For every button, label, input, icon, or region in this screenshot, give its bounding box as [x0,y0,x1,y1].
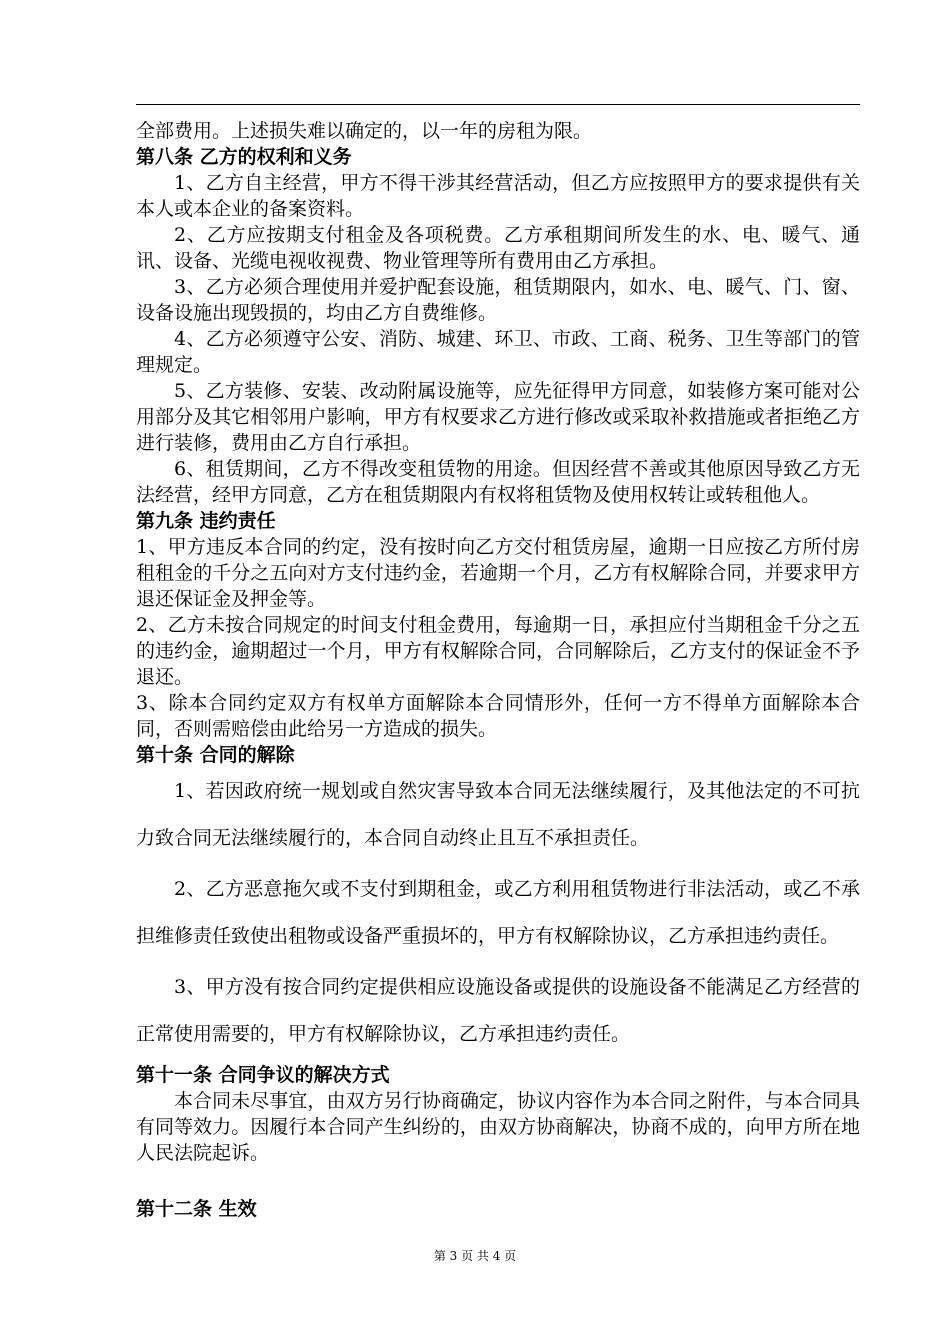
article-10-item-1: 1、若因政府统一规划或自然灾害导致本合同无法继续履行，及其他法定的不可抗力致合同无法继续履行的，本合同自动终止且互不承担责任。 [136,780,860,849]
article-12-heading: 第十二条 生效 [136,1198,257,1220]
article-10-item-2: 2、乙方恶意拖欠或不支付到期租金，或乙方利用租赁物进行非法活动，或乙不承担维修责任致使出租物或设备严重损坏的，甲方有权解除协议，乙方承担违约责任。 [136,878,860,947]
article-8-item-1: 1、乙方自主经营，甲方不得干涉其经营活动，但乙方应按照甲方的要求提供有关本人或本企业的备案资料。 [136,172,860,220]
header-rule [136,104,860,105]
article-9-heading: 第九条 违约责任 [136,510,276,532]
paragraph-continuation: 全部费用。上述损失难以确定的，以一年的房租为限。 [136,120,593,142]
article-8-item-4: 4、乙方必须遵守公安、消防、城建、环卫、市政、工商、税务、卫生等部门的管理规定。 [136,328,860,376]
page-number: 第 3 页 共 4 页 [433,1249,517,1263]
article-8-item-3: 3、乙方必须合理使用并爱护配套设施，租赁期限内，如水、电、暖气、门、窗、设备设施出现毁损的，均由乙方自费维修。 [136,276,860,324]
article-10-heading: 第十条 合同的解除 [136,744,295,766]
article-10-item-3: 3、甲方没有按合同约定提供相应设施设备或提供的设施设备不能满足乙方经营的正常使用需要的，甲方有权解除协议，乙方承担违约责任。 [136,976,860,1045]
article-9-item-2: 2、乙方未按合同规定的时间支付租金费用，每逾期一日，承担应付当期租金千分之五的违约金，逾期超过一个月，甲方有权解除合同，合同解除后，乙方支付的保证金不予退还。 [136,614,860,688]
article-11-item-1: 本合同未尽事宜，由双方另行协商确定，协议内容作为本合同之附件，与本合同具有同等效力。因履行本合同产生纠纷的，由双方协商解决，协商不成的，向甲方所在地人民法院起诉。 [136,1090,860,1164]
article-8-item-6: 6、租赁期间，乙方不得改变租赁物的用途。但因经营不善或其他原因导致乙方无法经营，经甲方同意，乙方在租赁期限内有权将租赁物及使用权转让或转租他人。 [136,458,860,506]
article-8-heading: 第八条 乙方的权利和义务 [136,146,352,168]
page-body [136,118,860,1222]
article-11-heading: 第十一条 合同争议的解决方式 [136,1064,390,1086]
article-9-item-1: 1、甲方违反本合同的约定，没有按时向乙方交付租赁房屋，逾期一日应按乙方所付房租租金的千分之五向对方支付违约金，若逾期一个月，乙方有权解除合同，并要求甲方退还保证金及押金等。 [136,536,860,610]
article-8-item-5: 5、乙方装修、安装、改动附属设施等，应先征得甲方同意，如装修方案可能对公用部分及其它相邻用户影响，甲方有权要求乙方进行修改或采取补救措施或者拒绝乙方进行装修，费用由乙方自行承担。 [136,380,860,454]
article-8-item-2: 2、乙方应按期支付租金及各项税费。乙方承租期间所发生的水、电、暖气、通讯、设备、光缆电视收视费、物业管理等所有费用由乙方承担。 [136,224,860,272]
article-9-item-3: 3、除本合同约定双方有权单方面解除本合同情形外，任何一方不得单方面解除本合同，否则需赔偿由此给另一方造成的损失。 [136,692,860,740]
